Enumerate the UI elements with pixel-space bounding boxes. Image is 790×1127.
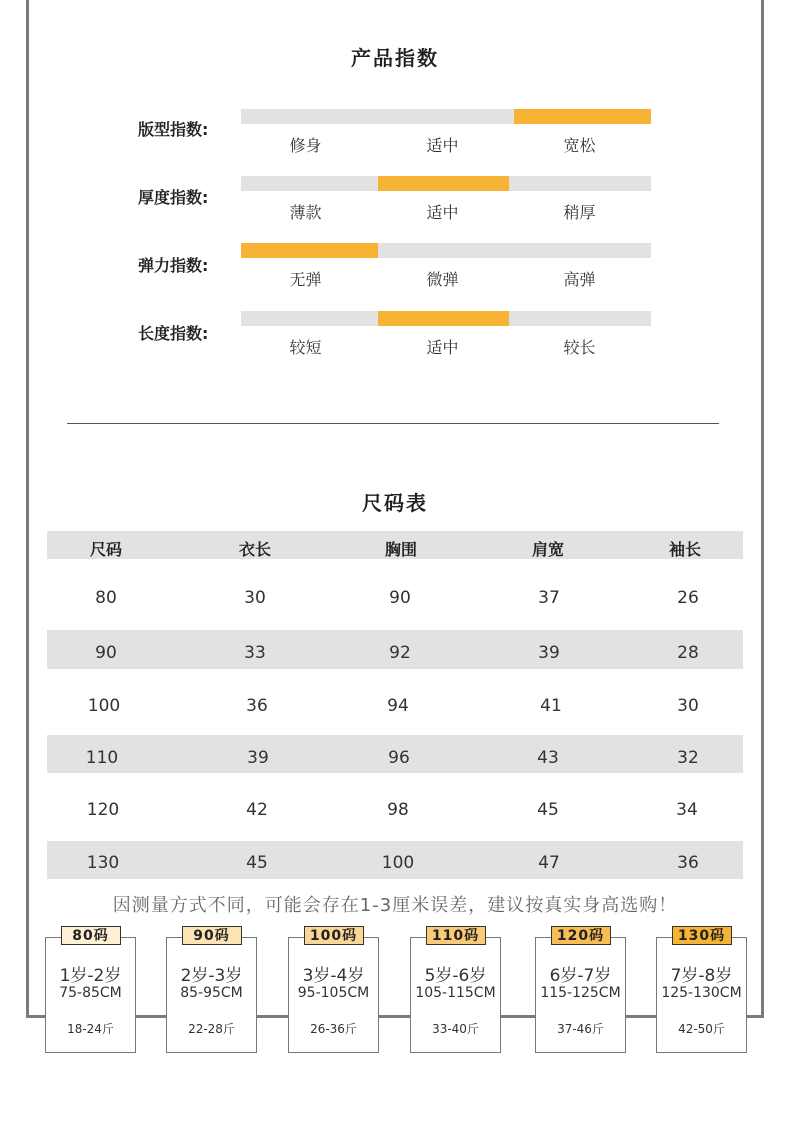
table-row [47,559,743,630]
card-age: 1岁-2岁 [59,966,122,986]
index-bar-highlight [241,243,378,258]
card-age: 3岁-4岁 [302,966,365,986]
index-bar-highlight [514,109,651,124]
index-option: 宽松 [563,136,596,155]
table-cell: 26 [677,588,699,608]
table-cell: 90 [95,643,117,663]
card-weight: 42-50斤 [678,1022,725,1036]
card-weight: 37-46斤 [557,1022,604,1036]
card-weight: 33-40斤 [432,1022,479,1036]
table-cell: 30 [677,696,699,716]
index-label: 厚度指数: [138,188,209,207]
index-option: 修身 [289,136,322,155]
index-option: 高弹 [563,270,596,289]
table-header-cell: 袖长 [668,540,701,559]
index-label: 版型指数: [138,120,209,139]
table-header-cell: 衣长 [238,540,271,559]
table-cell: 45 [537,800,559,820]
table-cell: 100 [87,696,121,716]
table-cell: 33 [244,643,266,663]
table-cell: 80 [95,588,117,608]
table-cell: 96 [388,748,410,768]
table-cell: 130 [86,853,120,873]
product-index-title: 产品指数 [351,46,439,70]
index-option: 适中 [426,203,459,222]
table-cell: 28 [677,643,699,663]
index-option: 无弹 [289,270,322,289]
size-tag: 130码 [672,926,732,945]
card-age: 5岁-6岁 [424,966,487,986]
size-chart-title: 尺码表 [362,491,428,515]
size-tag: 80码 [61,926,121,945]
table-cell: 92 [389,643,411,663]
card-height: 75-85CM [59,985,122,1001]
index-option: 适中 [426,338,459,357]
card-height: 95-105CM [297,985,370,1001]
table-row [47,735,743,773]
size-card [656,928,747,1053]
index-label: 弹力指数: [138,256,209,275]
card-height: 115-125CM [540,985,621,1001]
table-cell: 45 [246,853,268,873]
size-tag: 120码 [551,926,611,945]
table-header-cell: 尺码 [89,540,122,559]
table-cell: 30 [244,588,266,608]
table-row [47,669,743,735]
card-weight: 22-28斤 [188,1022,235,1036]
card-weight: 18-24斤 [67,1022,114,1036]
card-height: 105-115CM [415,985,496,1001]
table-cell: 120 [86,800,120,820]
table-header-cell: 肩宽 [531,540,564,559]
index-option: 薄款 [289,203,322,222]
table-cell: 36 [246,696,268,716]
card-height: 125-130CM [661,985,742,1001]
index-option: 稍厚 [563,203,596,222]
card-weight: 26-36斤 [310,1022,357,1036]
table-row [47,630,743,669]
index-bar [241,176,651,191]
table-cell: 110 [85,748,119,768]
table-cell: 41 [540,696,562,716]
table-cell: 39 [247,748,269,768]
table-row [47,841,743,879]
table-row [47,773,743,841]
size-card [45,928,136,1053]
table-cell: 36 [677,853,699,873]
size-card [535,928,626,1053]
measurement-note: 因测量方式不同，可能会存在1-3厘米误差，建议按真实身高选购！ [112,895,678,916]
size-tag: 90码 [182,926,242,945]
table-cell: 32 [677,748,699,768]
index-bar-highlight [378,311,509,326]
size-card [410,928,501,1053]
card-height: 85-95CM [180,985,243,1001]
card-age: 6岁-7岁 [549,966,612,986]
table-cell: 39 [538,643,560,663]
index-bar [241,109,651,124]
table-cell: 42 [246,800,268,820]
index-label: 长度指数: [138,324,209,343]
table-header-cell: 胸围 [384,540,417,559]
table-cell: 94 [387,696,409,716]
size-card [166,928,257,1053]
table-cell: 34 [676,800,698,820]
index-bar [241,243,651,258]
index-option: 较长 [563,338,596,357]
size-tag: 100码 [304,926,364,945]
card-age: 2岁-3岁 [180,966,243,986]
card-age: 7岁-8岁 [670,966,733,986]
table-header-row [47,531,743,559]
index-option: 微弹 [426,270,459,289]
index-bar-highlight [378,176,509,191]
index-option: 较短 [289,338,322,357]
table-cell: 47 [538,853,560,873]
index-bar [241,311,651,326]
table-cell: 37 [538,588,560,608]
size-tag: 110码 [426,926,486,945]
section-divider [67,423,719,424]
table-cell: 100 [381,853,415,873]
table-cell: 98 [387,800,409,820]
table-cell: 43 [537,748,559,768]
size-card [288,928,379,1053]
index-option: 适中 [426,136,459,155]
table-cell: 90 [389,588,411,608]
